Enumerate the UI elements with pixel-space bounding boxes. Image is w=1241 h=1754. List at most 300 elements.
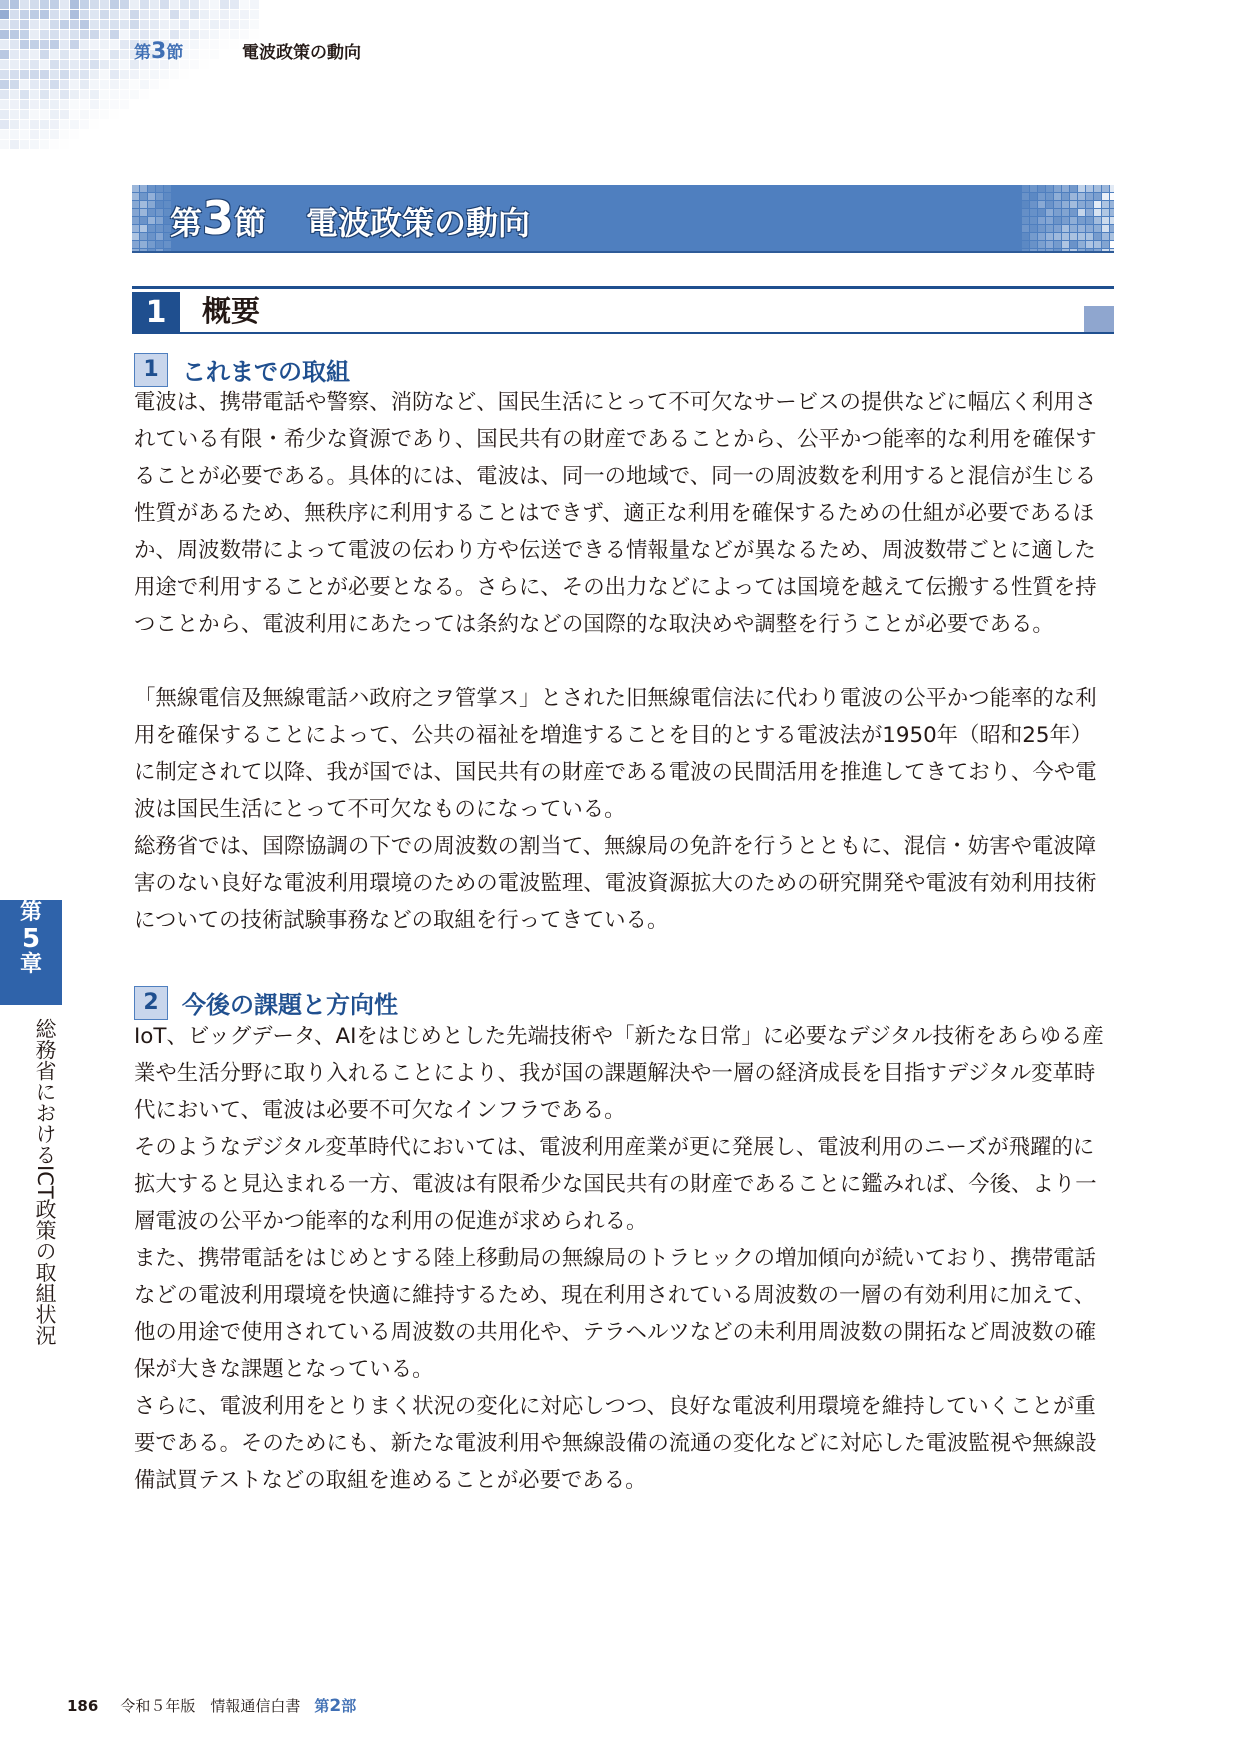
mosaic-square (0, 110, 9, 119)
mosaic-square (10, 110, 19, 119)
mosaic-square (170, 70, 179, 79)
mosaic-square (148, 217, 155, 224)
mosaic-square (60, 0, 69, 9)
mosaic-square (140, 241, 147, 248)
mosaic-square (230, 0, 239, 9)
mosaic-square (1110, 233, 1114, 240)
mosaic-square (1046, 225, 1053, 232)
mosaic-square (60, 10, 69, 19)
mosaic-square (140, 217, 147, 224)
mosaic-square (1086, 233, 1093, 240)
mosaic-square (1094, 241, 1101, 248)
mosaic-square (1086, 201, 1093, 208)
mosaic-square (150, 80, 159, 89)
mosaic-square (1054, 217, 1061, 224)
mosaic-square (130, 20, 139, 29)
heading-1-top-rule (132, 286, 1114, 289)
mosaic-square (148, 193, 155, 200)
mosaic-square (1078, 217, 1085, 224)
mosaic-square (80, 120, 89, 129)
mosaic-square (1110, 201, 1114, 208)
mosaic-square (190, 60, 199, 69)
mosaic-square (1054, 209, 1061, 216)
mosaic-square (1022, 225, 1029, 232)
mosaic-square (100, 60, 109, 69)
mosaic-square (1102, 193, 1109, 200)
mosaic-square (0, 140, 9, 149)
mosaic-square (50, 80, 59, 89)
mosaic-square (1062, 225, 1069, 232)
mosaic-square (70, 100, 79, 109)
mosaic-square (70, 30, 79, 39)
mosaic-square (170, 10, 179, 19)
mosaic-square (90, 50, 99, 59)
mosaic-square (1038, 193, 1045, 200)
mosaic-square (100, 110, 109, 119)
mosaic-square (1110, 185, 1114, 192)
mosaic-square (164, 249, 171, 251)
mosaic-square (190, 50, 199, 59)
mosaic-square (1094, 217, 1101, 224)
mosaic-square (1078, 233, 1085, 240)
mosaic-square (210, 40, 219, 49)
mosaic-square (140, 193, 147, 200)
mosaic-square (1086, 209, 1093, 216)
mosaic-square (156, 225, 163, 232)
mosaic-square (160, 10, 169, 19)
mosaic-square (60, 110, 69, 119)
mosaic-square (50, 0, 59, 9)
mosaic-square (110, 70, 119, 79)
mosaic-square (60, 20, 69, 29)
heading-1-bottom-rule (180, 332, 1114, 334)
mosaic-square (1062, 185, 1069, 192)
mosaic-square (1062, 201, 1069, 208)
mosaic-square (90, 70, 99, 79)
mosaic-square (110, 10, 119, 19)
mosaic-square (1038, 225, 1045, 232)
mosaic-square (220, 20, 229, 29)
mosaic-square (60, 120, 69, 129)
mosaic-square (1070, 241, 1077, 248)
mosaic-square (1078, 249, 1085, 251)
section-title: 第3節 電波政策の動向 (170, 191, 531, 245)
mosaic-square (1062, 193, 1069, 200)
mosaic-square (20, 120, 29, 129)
mosaic-square (120, 50, 129, 59)
paragraph: さらに、電波利用をとりまく状況の変化に対応しつつ、良好な電波利用環境を維持していくことが重要である。そのためにも、新たな電波利用や無線設備の流通の変化などに対応した電波監視や無線設備試買テストなどの取組を進めることが必要である。 (134, 1394, 1097, 1493)
mosaic-square (10, 10, 19, 19)
mosaic-square (20, 80, 29, 89)
mosaic-square (210, 20, 219, 29)
mosaic-square (20, 30, 29, 39)
mosaic-square (110, 110, 119, 119)
mosaic-square (40, 110, 49, 119)
mosaic-square (60, 90, 69, 99)
mosaic-square (1078, 209, 1085, 216)
mosaic-square (132, 201, 139, 208)
mosaic-square (1022, 241, 1029, 248)
mosaic-square (1046, 193, 1053, 200)
mosaic-square (80, 20, 89, 29)
mosaic-square (0, 90, 9, 99)
mosaic-square (200, 30, 209, 39)
mosaic-square (148, 249, 155, 251)
mosaic-square (170, 20, 179, 29)
mosaic-square (30, 90, 39, 99)
mosaic-square (1094, 225, 1101, 232)
mosaic-square (30, 50, 39, 59)
mosaic-square (10, 50, 19, 59)
mosaic-square (30, 140, 39, 149)
mosaic-square (50, 110, 59, 119)
mosaic-square (110, 0, 119, 9)
mosaic-square (1070, 217, 1077, 224)
mosaic-square (1030, 249, 1037, 251)
mosaic-square (140, 0, 149, 9)
mosaic-square (120, 40, 129, 49)
mosaic-square (1086, 193, 1093, 200)
mosaic-square (70, 10, 79, 19)
mosaic-square (1094, 185, 1101, 192)
mosaic-square (1086, 217, 1093, 224)
mosaic-square (1094, 233, 1101, 240)
mosaic-square (120, 60, 129, 69)
mosaic-square (30, 110, 39, 119)
mosaic-square (1054, 225, 1061, 232)
mosaic-square (1022, 249, 1029, 251)
heading-1-label: 概要 (202, 294, 261, 328)
mosaic-square (90, 40, 99, 49)
mosaic-square (1038, 201, 1045, 208)
mosaic-square (1070, 249, 1077, 251)
mosaic-square (50, 40, 59, 49)
mosaic-square (200, 10, 209, 19)
mosaic-square (90, 80, 99, 89)
mosaic-square (120, 30, 129, 39)
mosaic-square (10, 0, 19, 9)
mosaic-square (100, 40, 109, 49)
mosaic-square (1046, 217, 1053, 224)
mosaic-square (1030, 193, 1037, 200)
mosaic-square (1078, 241, 1085, 248)
mosaic-square (40, 90, 49, 99)
mosaic-square (240, 10, 249, 19)
mosaic-square (20, 130, 29, 139)
mosaic-square (1086, 249, 1093, 251)
mosaic-square (120, 100, 129, 109)
part-label: 第2部 (314, 1696, 357, 1716)
mosaic-square (100, 90, 109, 99)
mosaic-square (60, 60, 69, 69)
mosaic-square (60, 70, 69, 79)
mosaic-square (1038, 249, 1045, 251)
mosaic-square (1102, 225, 1109, 232)
mosaic-square (1054, 233, 1061, 240)
banner-mosaic-right (1022, 185, 1114, 251)
mosaic-square (90, 30, 99, 39)
mosaic-square (110, 40, 119, 49)
mosaic-square (60, 50, 69, 59)
mosaic-square (140, 80, 149, 89)
mosaic-square (60, 100, 69, 109)
mosaic-square (60, 30, 69, 39)
mosaic-square (1102, 233, 1109, 240)
mosaic-square (140, 70, 149, 79)
mosaic-square (20, 0, 29, 9)
mosaic-square (156, 201, 163, 208)
mosaic-square (30, 120, 39, 129)
mosaic-square (0, 100, 9, 109)
subsection-2-label: 今後の課題と方向性 (182, 991, 398, 1019)
mosaic-square (110, 30, 119, 39)
mosaic-square (60, 40, 69, 49)
mosaic-square (40, 130, 49, 139)
mosaic-square (50, 50, 59, 59)
mosaic-square (230, 30, 239, 39)
mosaic-square (80, 10, 89, 19)
mosaic-square (60, 140, 69, 149)
publication-title: 令和５年版 情報通信白書 (120, 1697, 301, 1715)
mosaic-square (30, 100, 39, 109)
mosaic-square (0, 60, 9, 69)
mosaic-square (30, 0, 39, 9)
running-header-title: 電波政策の動向 (242, 43, 361, 63)
paragraph: また、携帯電話をはじめとする陸上移動局の無線局のトラヒックの増加傾向が続いており、携帯電話などの電波利用環境を快適に維持するため、現在利用されている周波数の一層の有効利用に加えて、他の用途で使用されている周波数の共用化や、テラヘルツなどの未利用周波数の開拓など周波数の確保が大きな課題となっている。 (134, 1246, 1097, 1382)
mosaic-square (1054, 185, 1061, 192)
mosaic-square (120, 0, 129, 9)
mosaic-square (50, 60, 59, 69)
mosaic-square (30, 10, 39, 19)
mosaic-square (1046, 249, 1053, 251)
mosaic-square (230, 40, 239, 49)
mosaic-square (130, 0, 139, 9)
mosaic-square (1022, 217, 1029, 224)
mosaic-square (130, 80, 139, 89)
mosaic-square (50, 90, 59, 99)
mosaic-square (20, 140, 29, 149)
mosaic-square (1070, 209, 1077, 216)
mosaic-square (1038, 209, 1045, 216)
mosaic-square (1022, 185, 1029, 192)
mosaic-square (180, 20, 189, 29)
mosaic-square (200, 0, 209, 9)
mosaic-square (10, 20, 19, 29)
mosaic-square (156, 217, 163, 224)
mosaic-square (40, 70, 49, 79)
mosaic-square (1046, 201, 1053, 208)
mosaic-square (90, 120, 99, 129)
mosaic-square (90, 100, 99, 109)
mosaic-square (150, 20, 159, 29)
mosaic-square (40, 20, 49, 29)
mosaic-square (250, 10, 259, 19)
mosaic-square (40, 60, 49, 69)
mosaic-square (1102, 241, 1109, 248)
mosaic-square (170, 0, 179, 9)
mosaic-square (40, 120, 49, 129)
mosaic-square (70, 70, 79, 79)
mosaic-square (0, 30, 9, 39)
mosaic-square (1110, 217, 1114, 224)
mosaic-square (70, 20, 79, 29)
mosaic-square (150, 0, 159, 9)
mosaic-square (148, 233, 155, 240)
mosaic-square (110, 90, 119, 99)
mosaic-square (1094, 249, 1101, 251)
mosaic-square (132, 217, 139, 224)
mosaic-square (70, 50, 79, 59)
mosaic-square (90, 20, 99, 29)
mosaic-square (100, 80, 109, 89)
section-banner (132, 185, 1114, 253)
mosaic-square (40, 30, 49, 39)
mosaic-square (140, 20, 149, 29)
mosaic-square (150, 70, 159, 79)
mosaic-square (148, 241, 155, 248)
mosaic-square (140, 10, 149, 19)
mosaic-square (250, 20, 259, 29)
mosaic-square (156, 249, 163, 251)
mosaic-square (180, 0, 189, 9)
subsection-2-number: 2 (134, 986, 168, 1020)
mosaic-square (140, 201, 147, 208)
mosaic-square (80, 60, 89, 69)
mosaic-square (1110, 249, 1114, 251)
mosaic-square (50, 70, 59, 79)
mosaic-square (1054, 249, 1061, 251)
mosaic-square (140, 225, 147, 232)
mosaic-square (10, 120, 19, 129)
mosaic-square (50, 30, 59, 39)
mosaic-square (1030, 233, 1037, 240)
mosaic-square (132, 249, 139, 251)
mosaic-square (1070, 193, 1077, 200)
mosaic-square (10, 100, 19, 109)
mosaic-square (1022, 193, 1029, 200)
mosaic-square (220, 40, 229, 49)
mosaic-square (70, 90, 79, 99)
mosaic-square (100, 30, 109, 39)
mosaic-square (1086, 185, 1093, 192)
mosaic-square (1038, 217, 1045, 224)
mosaic-square (180, 70, 189, 79)
mosaic-square (160, 70, 169, 79)
mosaic-square (50, 140, 59, 149)
mosaic-square (1070, 233, 1077, 240)
mosaic-square (230, 10, 239, 19)
mosaic-square (80, 50, 89, 59)
mosaic-square (1022, 233, 1029, 240)
mosaic-square (40, 140, 49, 149)
mosaic-square (70, 40, 79, 49)
heading-1-number: 1 (132, 292, 180, 334)
mosaic-square (110, 50, 119, 59)
mosaic-square (150, 10, 159, 19)
mosaic-square (200, 60, 209, 69)
subsection-1-heading (134, 352, 350, 386)
mosaic-square (1062, 233, 1069, 240)
mosaic-square (10, 90, 19, 99)
mosaic-square (20, 110, 29, 119)
mosaic-square (30, 20, 39, 29)
mosaic-square (30, 70, 39, 79)
mosaic-square (156, 233, 163, 240)
mosaic-square (1038, 233, 1045, 240)
mosaic-square (1046, 209, 1053, 216)
mosaic-square (210, 50, 219, 59)
mosaic-square (0, 120, 9, 129)
mosaic-square (80, 80, 89, 89)
mosaic-square (60, 130, 69, 139)
page-number: 186 (67, 1697, 99, 1715)
mosaic-square (132, 225, 139, 232)
mosaic-square (30, 40, 39, 49)
mosaic-square (70, 0, 79, 9)
mosaic-square (1086, 225, 1093, 232)
mosaic-square (80, 70, 89, 79)
mosaic-square (210, 30, 219, 39)
mosaic-square (148, 225, 155, 232)
heading-1-end-box (1084, 306, 1114, 332)
mosaic-square (90, 90, 99, 99)
mosaic-square (190, 40, 199, 49)
mosaic-square (100, 0, 109, 9)
mosaic-square (190, 20, 199, 29)
mosaic-square (50, 120, 59, 129)
corner-mosaic-decoration (0, 0, 260, 150)
mosaic-square (20, 70, 29, 79)
mosaic-square (70, 120, 79, 129)
heading-1 (132, 286, 1114, 334)
mosaic-square (180, 10, 189, 19)
mosaic-square (1046, 185, 1053, 192)
mosaic-square (190, 10, 199, 19)
paragraph: IoT、ビッグデータ、AIをはじめとした先端技術や「新たな日常」に必要なデジタル技術をあらゆる産業や生活分野に取り入れることにより、我が国の課題解決や一層の経済成長を目指すデジタル変革時代において、電波は必要不可欠なインフラである。 (134, 1024, 1104, 1123)
mosaic-square (1078, 193, 1085, 200)
mosaic-square (132, 185, 139, 192)
mosaic-square (30, 60, 39, 69)
mosaic-square (40, 40, 49, 49)
mosaic-square (1030, 241, 1037, 248)
subsection-2-heading (134, 985, 398, 1019)
mosaic-square (1022, 209, 1029, 216)
mosaic-square (30, 130, 39, 139)
mosaic-square (1038, 241, 1045, 248)
mosaic-square (20, 20, 29, 29)
mosaic-square (1062, 217, 1069, 224)
mosaic-square (1094, 193, 1101, 200)
mosaic-square (10, 40, 19, 49)
mosaic-square (156, 241, 163, 248)
mosaic-square (140, 233, 147, 240)
mosaic-square (40, 0, 49, 9)
mosaic-square (132, 241, 139, 248)
mosaic-square (240, 0, 249, 9)
mosaic-square (200, 50, 209, 59)
mosaic-square (1038, 185, 1045, 192)
mosaic-square (0, 0, 9, 9)
mosaic-square (90, 110, 99, 119)
mosaic-square (20, 40, 29, 49)
mosaic-square (190, 30, 199, 39)
mosaic-square (210, 0, 219, 9)
mosaic-square (130, 10, 139, 19)
banner-mosaic-left (132, 185, 172, 251)
mosaic-square (1086, 241, 1093, 248)
mosaic-square (120, 10, 129, 19)
mosaic-square (20, 50, 29, 59)
